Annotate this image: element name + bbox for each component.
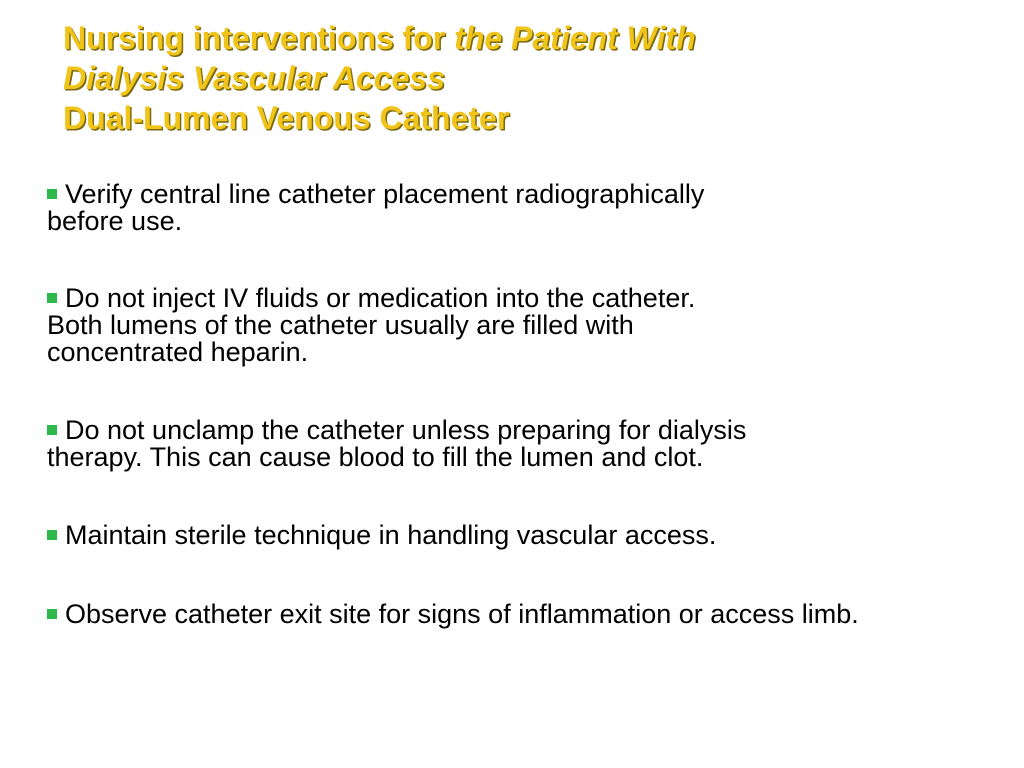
bullet-line <box>47 601 1007 628</box>
bullet-item <box>47 601 1007 628</box>
bullet-list <box>47 177 1007 628</box>
bullet-item <box>47 417 1007 471</box>
bullet-line <box>47 417 1007 444</box>
bullet-line: concentrated heparin. <box>47 337 309 367</box>
bullet-text: Verify central line catheter placement radiographically <box>65 179 705 209</box>
bullet-line: therapy. This can cause blood to fill the lumen and clot. <box>47 442 704 472</box>
title-line-1 <box>63 18 963 58</box>
bullet-text: Do not unclamp the catheter unless preparing for dialysis <box>65 415 747 445</box>
title-line-1-italic: the Patient With <box>454 20 696 56</box>
bullet-text: Observe catheter exit site for signs of inflammation or access limb. <box>65 599 859 629</box>
square-bullet-icon <box>47 530 57 540</box>
title-line-3: Dual-Lumen Venous Catheter <box>63 100 510 136</box>
bullet-line <box>47 522 1007 549</box>
square-bullet-icon <box>47 609 57 619</box>
bullet-item <box>47 181 1007 235</box>
title-line-2: Dialysis Vascular Access <box>63 60 445 96</box>
bullet-text: Maintain sterile technique in handling vascular access. <box>65 520 717 550</box>
bullet-item <box>47 285 1007 366</box>
title-line-1-plain: Nursing interventions for <box>63 20 455 56</box>
bullet-text: Do not inject IV fluids or medication into the catheter. <box>65 283 696 313</box>
bullet-line: before use. <box>47 206 183 236</box>
bullet-item <box>47 522 1007 549</box>
bullet-line <box>47 285 1007 312</box>
square-bullet-icon <box>47 189 57 199</box>
bullet-line: Both lumens of the catheter usually are filled with <box>47 310 634 340</box>
square-bullet-icon <box>47 425 57 435</box>
square-bullet-icon <box>47 293 57 303</box>
bullet-line <box>47 181 1007 208</box>
slide-title <box>63 18 963 138</box>
